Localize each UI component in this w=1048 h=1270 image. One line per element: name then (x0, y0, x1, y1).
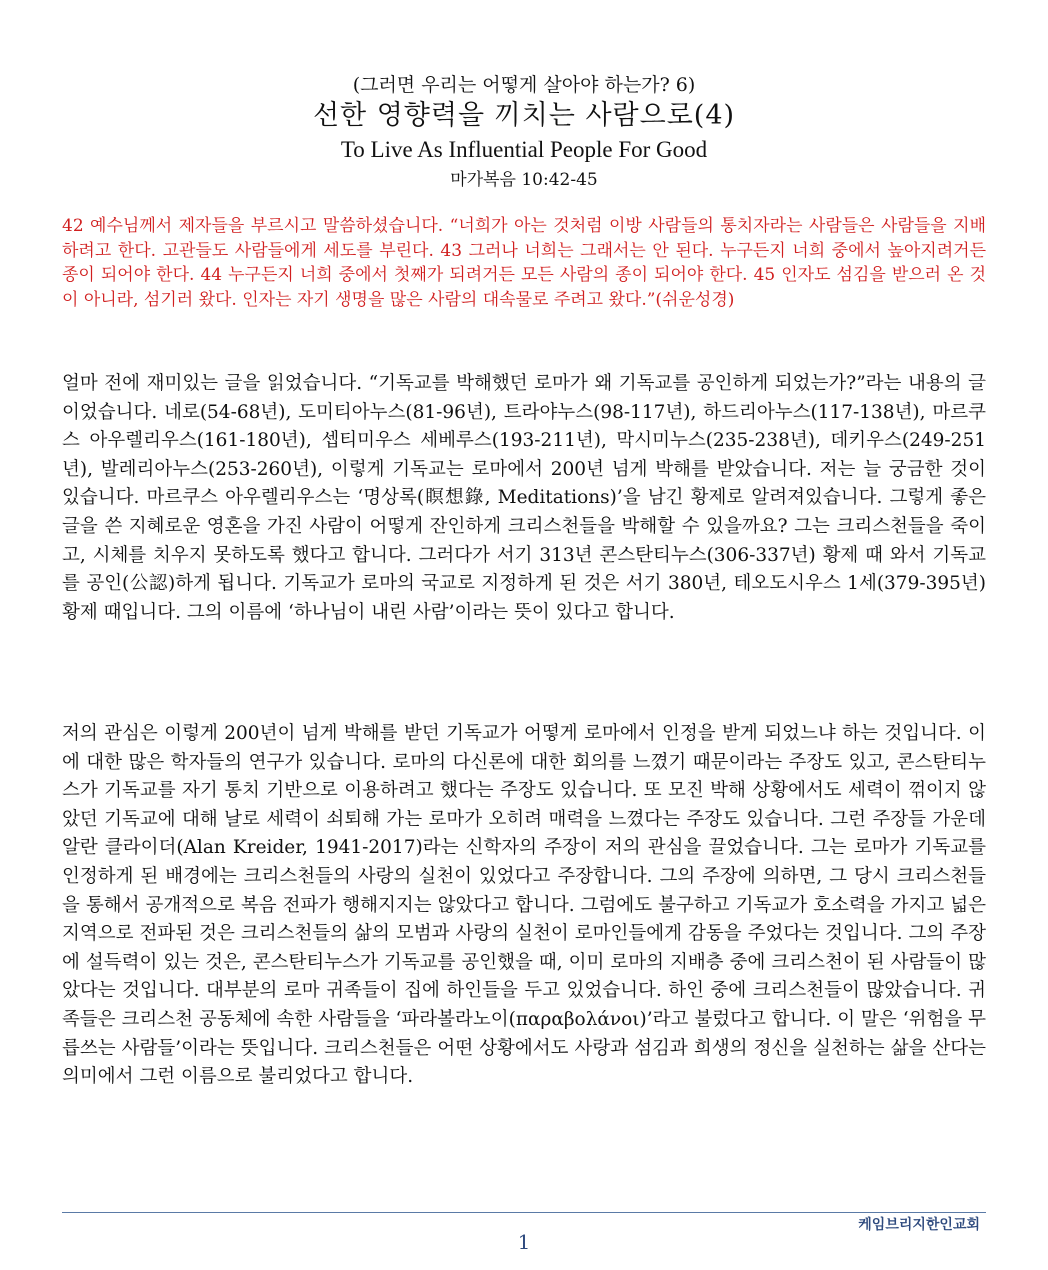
footer-divider (62, 1212, 986, 1213)
body-paragraph-2: 저의 관심은 이렇게 200년이 넘게 박해를 받던 기독교가 어떻게 로마에서 인정을 받게 되었느냐 하는 것입니다. 이에 대한 많은 학자들의 연구가 있습니다. 로마의 다신론에 대한 회의를 느꼈기 때문이라는 주장도 있고, 콘스탄티누스가 기독교를 자기 통치 기반으로 이용하려고 했다는 주장도 있습니다. 또 모진 박해 상황에서도 세력이 꺾이지 않았던 기독교에 대해 날로 세력이 쇠퇴해 가는 로마가 오히려 매력을 느꼈다는 주장도 있습니다. 그런 주장들 가운데 알란 클라이더(Alan Kreider, 1941-2017)라는 신학자의 주장이 저의 관심을 끌었습니다. 그는 로마가 기독교를 인정하게 된 배경에는 크리스천들의 사랑의 실천이 있었다고 주장합니다. 그의 주장에 의하면, 그 당시 크리스천들을 통해서 공개적으로 복음 전파가 행해지지는 않았다고 합니다. 그럼에도 불구하고 기독교가 호소력을 가지고 넓은 지역으로 전파된 것은 크리스천들의 삶의 모범과 사랑의 실천이 로마인들에게 감동을 주었다는 것입니다. 그의 주장에 설득력이 있는 것은, 콘스탄티누스가 기독교를 공인했을 때, 이미 로마의 지배층 중에 크리스천이 된 사람들이 많았다는 것입니다. 대부분의 로마 귀족들이 집에 하인들을 두고 있었습니다. 하인 중에 크리스천들이 많았습니다. 귀족들은 크리스천 공동체에 속한 사람들을 ‘파라볼라노이(παραβολάνοι)’라고 불렀다고 합니다. 이 말은 ‘위험을 무릅쓰는 사람들’이라는 뜻입니다. 크리스천들은 어떤 상황에서도 사랑과 섬김과 희생의 정신을 실천하는 삶을 산다는 의미에서 그런 이름으로 불리었다고 합니다. (62, 723, 986, 1088)
sermon-header (0, 72, 1048, 194)
church-name: 케임브리지한인교회 (858, 1217, 980, 1233)
page-number: 1 (517, 1230, 531, 1254)
sermon-english-title: To Live As Influential People For Good (340, 137, 708, 162)
body-paragraph-1: 얼마 전에 재미있는 글을 읽었습니다. “기독교를 박해했던 로마가 왜 기독교를 공인하게 되었는가?”라는 내용의 글이었습니다. 네로(54-68년), 도미티아누스(81-96년), 트라야누스(98-117년), 하드리아누스(117-138년), 마르쿠스 아우렐리우스(161-180년), 셉티미우스 세베루스(193-211년), 막시미누스(235-238년), 데키우스(249-251년), 발레리아누스(253-260년), 이렇게 기독교는 로마에서 200년 넘게 박해를 받았습니다. 저는 늘 궁금한 것이 있습니다. 마르쿠스 아우렐리우스는 ‘명상록(瞑想錄, Meditations)’을 남긴 황제로 알려져있습니다. 그렇게 좋은 글을 쓴 지혜로운 영혼을 가진 사람이 어떻게 잔인하게 크리스천들을 박해할 수 있을까요? 그는 크리스천들을 죽이고, 시체를 치우지 못하도록 했다고 합니다. 그러다가 서기 313년 콘스탄티누스(306-337년) 황제 때 와서 기독교를 공인(公認)하게 됩니다. 기독교가 로마의 국교로 지정하게 된 것은 서기 380년, 테오도시우스 1세(379-395년) 황제 때입니다. 그의 이름에 ‘하나님이 내린 사람’이라는 뜻이 있다고 합니다. (62, 373, 986, 623)
sermon-title: 선한 영향력을 끼치는 사람으로(4) (312, 100, 736, 131)
series-label: (그러면 우리는 어떻게 살아야 하는가? 6) (352, 74, 696, 96)
scripture-reference: 마가복음 10:42-45 (450, 170, 598, 190)
scripture-passage: 42 예수님께서 제자들을 부르시고 말씀하셨습니다. “너희가 아는 것처럼 이방 사람들의 통치자라는 사람들은 사람들을 지배하려고 한다. 고관들도 사람들에게 세도를 부린다. 43 그러나 너희는 그래서는 안 된다. 누구든지 너희 중에서 높아지려거든 종이 되어야 한다. 44 누구든지 너희 중에서 첫째가 되려거든 모든 사람의 종이 되어야 한다. 45 인자도 섬김을 받으러 온 것이 아니라, 섬기러 왔다. 인자는 자기 생명을 많은 사람의 대속물로 주려고 왔다.”(쉬운성경) (62, 216, 986, 310)
